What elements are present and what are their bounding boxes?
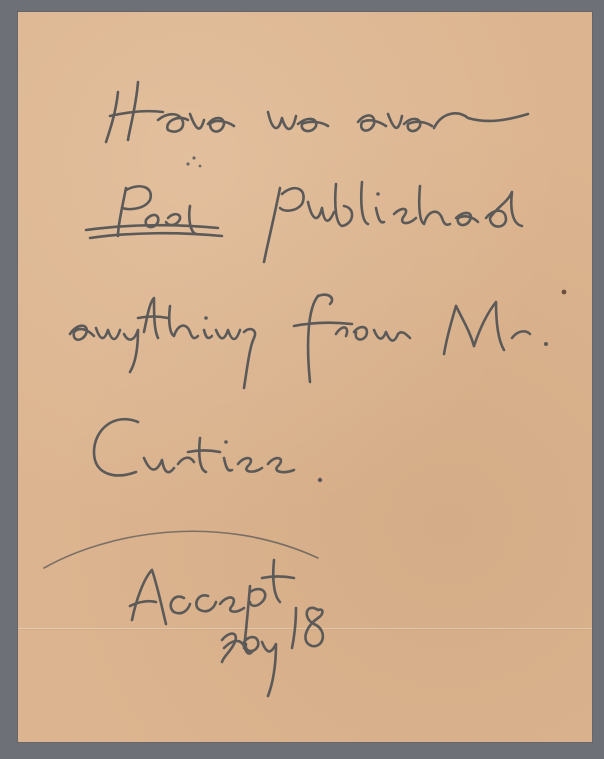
- pencil-arc-line: [44, 531, 318, 568]
- digit-one: [292, 608, 296, 648]
- handwritten-note: [18, 12, 592, 742]
- note-paper: [18, 12, 592, 742]
